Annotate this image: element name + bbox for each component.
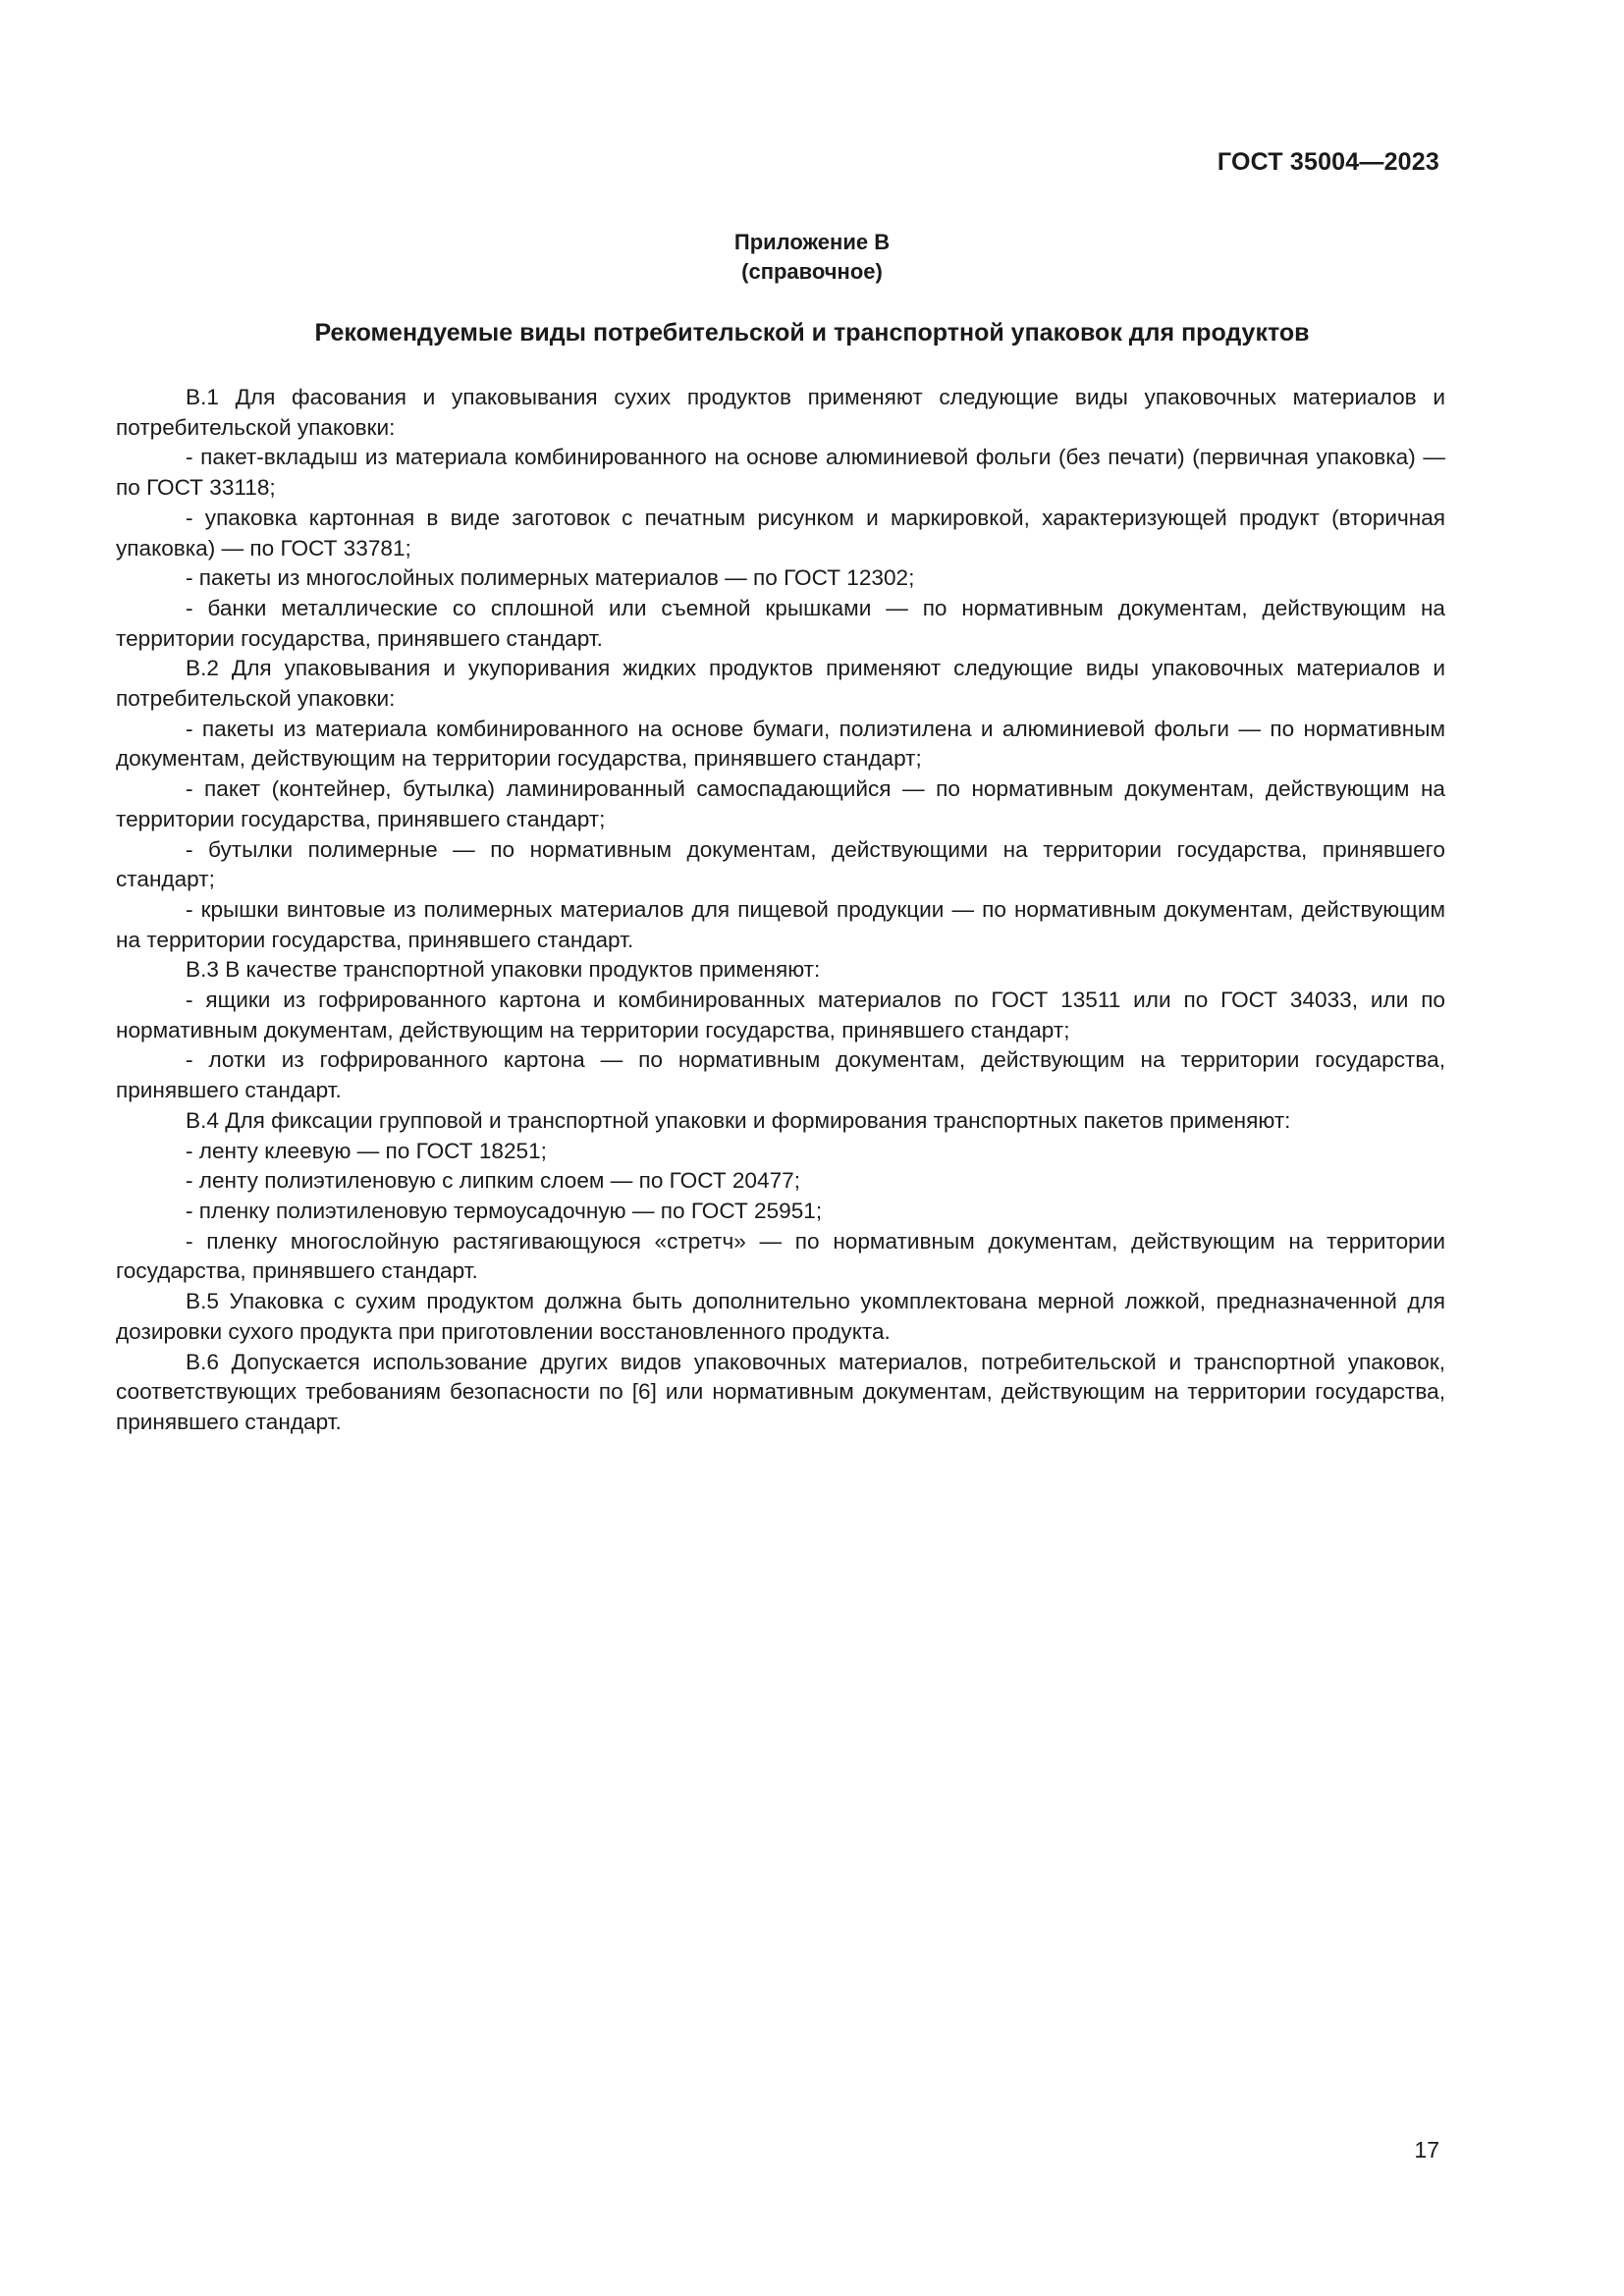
appendix-title: Приложение В [733,230,891,254]
list-item: - пленку многослойную растягивающуюся «стретч» — по нормативным документам, действующим на территории государства, принявшего стандарт. [116,1228,1445,1284]
paragraph: В.6 Допускается использование других видов упаковочных материалов, потребительской и транспортной упаковок, соответствующих требованиям безопасности по [6] или нормативным документам, действующим на территории государства, принявшего стандарт. [116,1349,1445,1434]
list-item: - крышки винтовые из полимерных материалов для пищевой продукции — по нормативным документам, действующим на территории государства, принявшего стандарт. [116,896,1445,952]
list-item: - бутылки полимерные — по нормативным документам, действующими на территории государства, принявшего стандарт; [116,836,1445,892]
appendix-heading [0,228,1624,287]
list-item: - пленку полиэтиленовую термоусадочную — по ГОСТ 25951; [186,1198,823,1223]
list-item: - банки металлические со сплошной или съемной крышками — по нормативным документам, действующим на территории государства, принявшего стандарт. [116,595,1445,651]
standard-code: ГОСТ 35004—2023 [1217,148,1439,176]
list-item: - пакеты из многослойных полимерных материалов — по ГОСТ 12302; [186,565,915,591]
list-item: - пакет-вкладыш из материала комбинированного на основе алюминиевой фольги (без печати) (первичная упаковка) — по ГОСТ 33118; [116,445,1445,501]
list-item: - ленту полиэтиленовую с липким слоем — по ГОСТ 20477; [186,1168,800,1194]
list-item: - ленту клеевую — по ГОСТ 18251; [186,1138,547,1163]
paragraph: В.2 Для упаковывания и укупоривания жидких продуктов применяют следующие виды упаковочных материалов и потребительской упаковки: [116,656,1445,712]
paragraph: В.5 Упаковка с сухим продуктом должна быть дополнительно укомплектована мерной ложкой, предназначенной для дозировки сухого продукта при приготовлении восстановленного продукта. [116,1289,1445,1344]
paragraph: В.4 Для фиксации групповой и транспортной упаковки и формирования транспортных пакетов применяют: [186,1107,1291,1133]
paragraph: В.1 Для фасования и упаковывания сухих продуктов применяют следующие виды упаковочных материалов и потребительской упаковки: [116,385,1445,440]
list-item: - пакеты из материала комбинированного на основе бумаги, полиэтилена и алюминиевой фольги — по нормативным документам, действующим на территории государства, принявшего стандарт; [116,716,1445,772]
list-item: - лотки из гофрированного картона — по нормативным документам, действующим на территории государства, принявшего стандарт. [116,1047,1445,1103]
list-item: - упаковка картонная в виде заготовок с печатным рисунком и маркировкой, характеризующей продукт (вторичная упаковка) — по ГОСТ 33781; [116,505,1445,561]
page-number: 17 [1414,2137,1439,2163]
document-body [116,383,1445,1438]
section-title: Рекомендуемые виды потребительской и транспортной упаковок для продуктов [314,319,1310,347]
list-item: - ящики из гофрированного картона и комбинированных материалов по ГОСТ 13511 или по ГОСТ 34033, или по нормативным документам, действующим на территории государства, принявшего стандарт; [116,988,1445,1042]
appendix-kind: (справочное) [741,259,883,284]
list-item: - пакет (контейнер, бутылка) ламинированный самоспадающийся — по нормативным документам, действующим на территории государства, принявшего стандарт; [116,776,1445,831]
paragraph: В.3 В качестве транспортной упаковки продуктов применяют: [186,957,821,983]
